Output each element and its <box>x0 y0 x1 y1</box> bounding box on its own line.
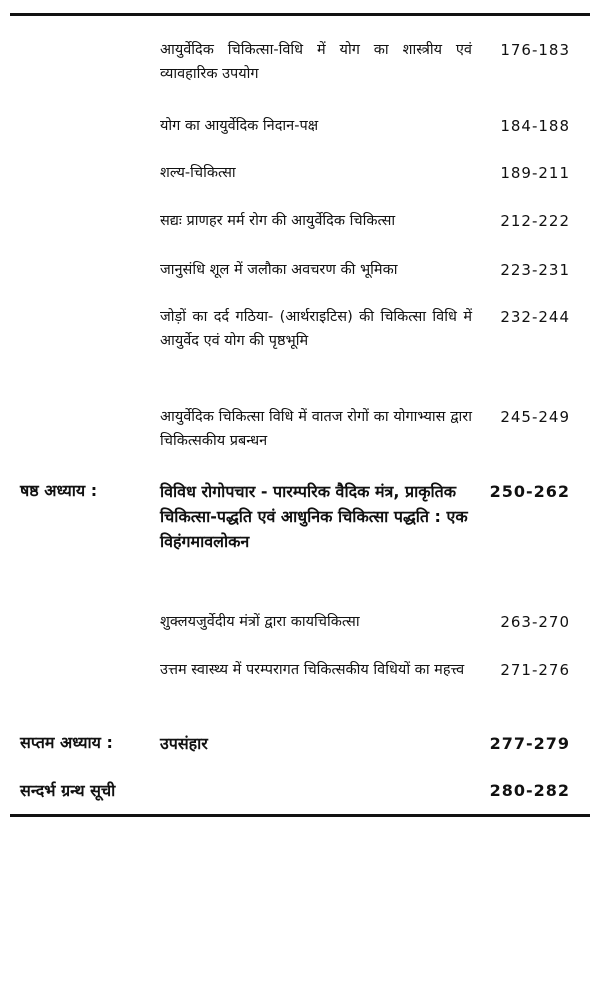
entry-pages: 184-188 <box>500 117 570 135</box>
entry-pages: 232-244 <box>500 308 570 326</box>
entry-title: शल्य-चिकित्सा <box>160 165 236 181</box>
entry-title: आयुर्वेदिक चिकित्सा विधि में वातज रोगों का योगाभ्यास द्वारा चिकित्सकीय प्रबन्धन <box>160 409 472 449</box>
entry-title: शुक्लयजुर्वेदीय मंत्रों द्वारा कायचिकित्सा <box>160 614 360 630</box>
entry-title: सद्यः प्राणहर मर्म रोग की आयुर्वेदिक चिकित्सा <box>160 213 396 229</box>
chapter-label: षष्ठ अध्याय : <box>20 481 98 500</box>
entry-pages: 245-249 <box>500 408 570 426</box>
entry-title: उत्तम स्वास्थ्य में परम्परागत चिकित्सकीय विधियों का महत्त्व <box>160 662 465 678</box>
entry-title: आयुर्वेदिक चिकित्सा-विधि में योग का शास्त्रीय एवं व्यावहारिक उपयोग <box>160 42 472 82</box>
top-rule <box>10 13 590 16</box>
bottom-rule <box>10 814 590 817</box>
entry-title: जोड़ों का दर्द गठिया- (आर्थराइटिस) की चिकित्सा विधि में आयुर्वेद एवं योग की पृष्ठभूमि <box>160 309 472 349</box>
entry-title: विविध रोगोपचार - पारम्परिक वैदिक मंत्र, प्राकृतिक चिकित्सा-पद्धति एवं आधुनिक चिकित्सा पद्धति : एक विहंगमावलोकन <box>160 482 468 551</box>
entry-pages: 263-270 <box>500 613 570 631</box>
entry-pages: 250-262 <box>489 482 570 501</box>
entry-pages: 189-211 <box>500 164 570 182</box>
entry-pages: 280-282 <box>489 781 570 800</box>
entry-pages: 271-276 <box>500 661 570 679</box>
entry-pages: 277-279 <box>489 734 570 753</box>
entry-title: सन्दर्भ ग्रन्थ सूची <box>20 781 116 800</box>
entry-title: जानुसंधि शूल में जलौका अवचरण की भूमिका <box>160 262 398 278</box>
entry-pages: 223-231 <box>500 261 570 279</box>
entry-pages: 176-183 <box>500 41 570 59</box>
chapter-label: सप्तम अध्याय : <box>20 733 113 752</box>
entry-pages: 212-222 <box>500 212 570 230</box>
entry-title: उपसंहार <box>160 734 208 753</box>
entry-title: योग का आयुर्वेदिक निदान-पक्ष <box>160 118 319 134</box>
